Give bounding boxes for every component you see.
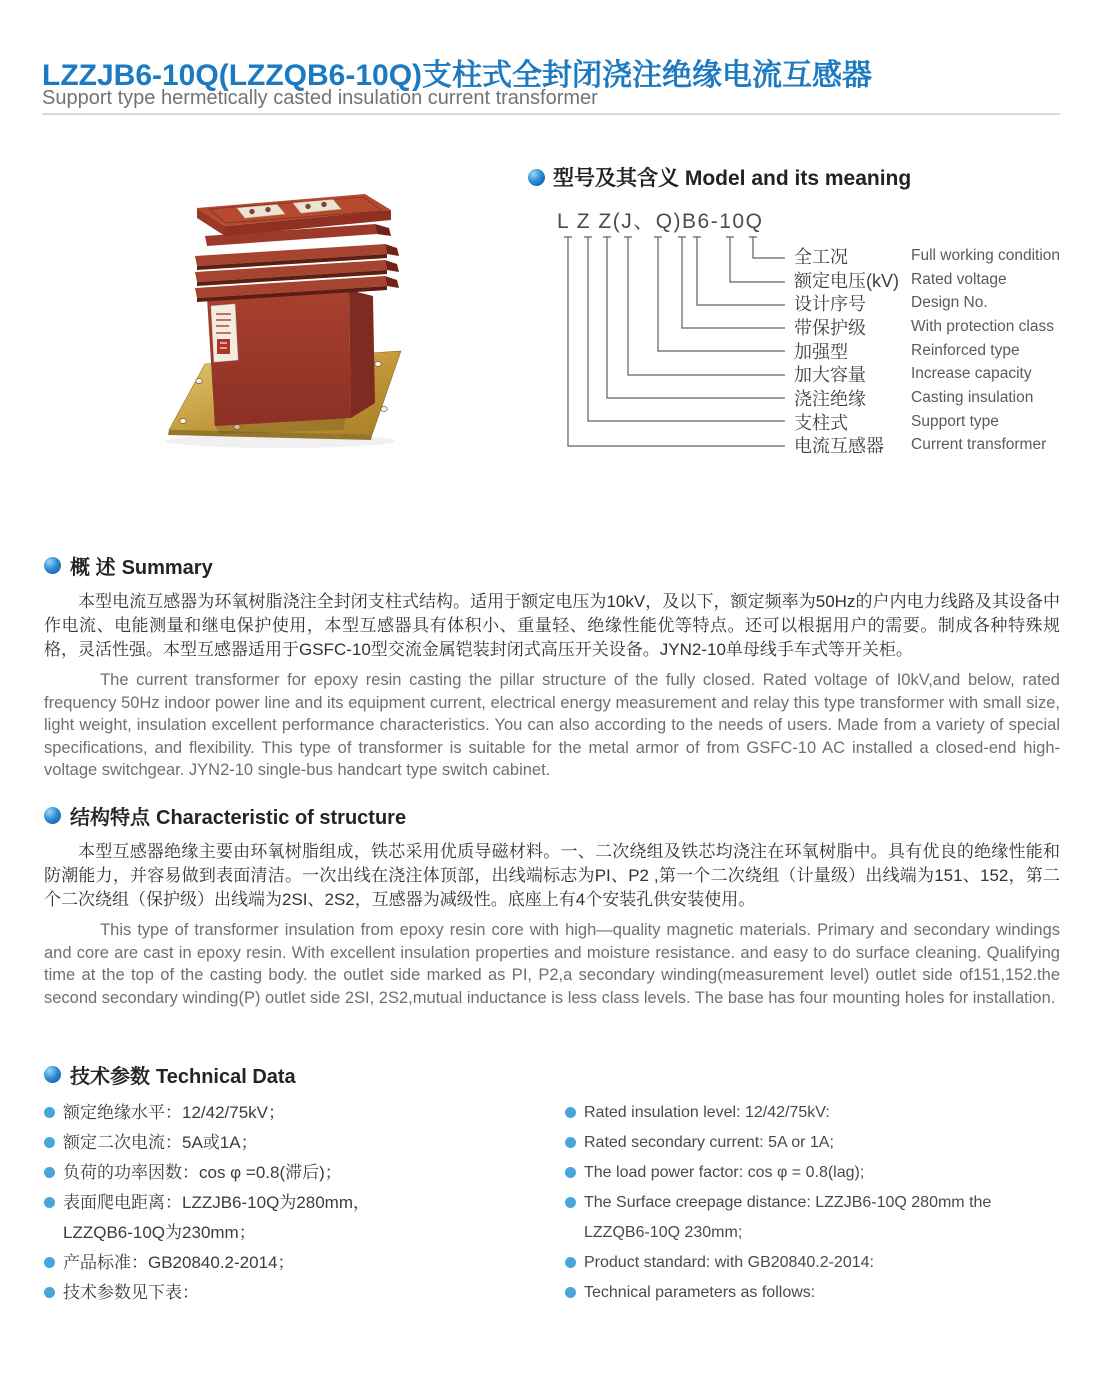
technical-item — [565, 1132, 1070, 1153]
model-code: L Z Z(J、Q)B6-10Q — [557, 210, 764, 233]
technical-item-text: 产品标准：GB20840.2-2014； — [63, 1253, 295, 1272]
model-label-cn: 支柱式 — [794, 412, 848, 433]
model-label-cn: 电流互感器 — [794, 436, 884, 457]
model-section-heading — [528, 162, 911, 192]
structure-heading-cn: 结构特点 — [70, 807, 150, 829]
model-labels-cn — [794, 244, 899, 457]
technical-item — [44, 1252, 549, 1273]
summary-heading-cn: 概 述 — [70, 557, 116, 579]
structure-heading — [44, 801, 1060, 830]
model-label-cn: 额定电压(kV) — [794, 270, 899, 291]
bullet-dot-icon — [565, 1287, 576, 1298]
technical-item-continuation — [565, 1222, 1070, 1243]
technical-item-text: 表面爬电距离：LZZJB6-10Q为280mm， — [63, 1193, 370, 1212]
technical-item-text: The load power factor: cos φ = 0.8(lag); — [584, 1164, 865, 1181]
bullet-dot-icon — [565, 1257, 576, 1268]
technical-item — [44, 1162, 549, 1183]
technical-heading-en: Technical Data — [156, 1066, 296, 1088]
technical-item-text: 技术参数见下表： — [63, 1283, 199, 1302]
model-label-en: Current transformer — [911, 436, 1047, 454]
technical-item-text: 负荷的功率因数：cos φ =0.8(滞后)； — [63, 1163, 342, 1182]
model-label-en: Increase capacity — [911, 365, 1032, 383]
top-cap — [197, 194, 391, 246]
summary-heading — [44, 551, 1060, 580]
bullet-dot-icon — [565, 1107, 576, 1118]
technical-item — [565, 1282, 1070, 1303]
page-subtitle: Support type hermetically casted insulation current transformer — [42, 87, 598, 109]
structure-section — [44, 801, 1060, 1009]
model-label-en: With protection class — [911, 317, 1054, 335]
technical-section — [44, 1060, 1074, 1312]
technical-item-text: LZZQB6-10Q 230mm; — [584, 1224, 743, 1241]
bullet-dot-icon — [565, 1197, 576, 1208]
model-label-en: Support type — [911, 412, 999, 430]
technical-heading-cn: 技术参数 — [70, 1066, 150, 1088]
transformer-body — [207, 290, 375, 434]
bullet-dot-icon — [44, 1197, 55, 1208]
model-label-en: Design No. — [911, 294, 988, 312]
technical-item-text: 额定二次电流：5A或1A； — [63, 1133, 258, 1152]
model-label-en: Casting insulation — [911, 388, 1034, 406]
model-label-cn: 加强型 — [794, 341, 848, 362]
technical-item — [565, 1162, 1070, 1183]
technical-item-text: LZZQB6-10Q为230mm； — [63, 1223, 256, 1242]
technical-item-text: Rated insulation level: 12/42/75kV: — [584, 1104, 830, 1121]
technical-item-text: Technical parameters as follows: — [584, 1284, 816, 1301]
technical-list-cn — [44, 1102, 549, 1312]
technical-item — [44, 1132, 549, 1153]
bullet-dot-icon — [565, 1167, 576, 1178]
model-label-cn: 带保护级 — [794, 317, 866, 338]
bullet-dot-icon — [44, 1167, 55, 1178]
summary-section — [44, 551, 1060, 782]
model-heading-en: Model and its meaning — [684, 167, 912, 190]
model-label-en: Full working condition — [911, 246, 1061, 264]
structure-heading-en: Characteristic of structure — [156, 807, 407, 829]
technical-item — [44, 1192, 549, 1213]
section-bullet-icon — [528, 169, 545, 186]
model-heading-cn: 型号及其含义 — [553, 167, 679, 190]
summary-heading-en: Summary — [121, 557, 213, 579]
model-labels-en — [911, 244, 1060, 457]
model-label-cn: 全工况 — [794, 246, 848, 267]
model-label-cn: 浇注绝缘 — [794, 388, 866, 409]
structure-paragraph-cn: 本型互感器绝缘主要由环氧树脂组成，铁芯采用优质导磁材料。一、二次绕组及铁芯均浇注在环氧树脂中。具有优良的绝缘性能和防潮能力，并容易做到表面清洁。一次出线在浇注体顶部，出线端标志为PI、P2 ,第一个二次绕组（计量级）出线端为151、152，第二个二次绕组（保护级）出线端为2SI、2S2，互感器为减级性。底座上有4个安装孔供安装使用。 — [44, 842, 1060, 909]
bullet-dot-icon — [44, 1107, 55, 1118]
structure-paragraph-en: This type of transformer insulation from epoxy resin core with high—quality magnetic materials. Primary and secondary windings and core are cast in epoxy resin. With excellent insulation properties and moisture resistance. and easy to do surface cleaning. Qualifying time at the top of the casting body. the outlet side marked as PI, P2,a secondary winding(measurement level) outlet side of151,152.the second secondary winding(P) outlet side 2SI, 2S2,mutual inductance is less class levels. The base has four mounting holes for installation. — [44, 921, 1060, 1007]
bullet-dot-icon — [44, 1137, 55, 1148]
model-label-cn: 加大容量 — [794, 365, 866, 386]
technical-item — [565, 1192, 1070, 1213]
technical-item — [44, 1282, 549, 1303]
page-title: LZZJB6-10Q(LZZQB6-10Q)支柱式全封闭浇注绝缘电流互感器 — [42, 59, 873, 92]
bullet-dot-icon — [44, 1257, 55, 1268]
technical-item-text: 额定绝缘水平：12/42/75kV； — [63, 1103, 286, 1122]
section-bullet-icon — [44, 1066, 61, 1083]
technical-item — [44, 1102, 549, 1123]
model-label-en: Rated voltage — [911, 270, 1007, 288]
summary-paragraph-cn: 本型电流互感器为环氧树脂浇注全封闭支柱式结构。适用于额定电压为10kV，及以下，额定频率为50Hz的户内电力线路及其设备中作电流、电能测量和继电保护使用，本型互感器具有体积小、重量轻、绝缘性能优等特点。还可以根据用户的需要。制成各种特殊规格，灵活性强。本型互感器适用于GSFC-10型交流金属铠装封闭式高压开关设备。JYN2-10单母线手车式等开关柜。 — [44, 592, 1060, 659]
cooling-fins — [195, 244, 399, 302]
model-label-cn: 设计序号 — [794, 294, 866, 315]
section-bullet-icon — [44, 557, 61, 574]
header-divider — [42, 113, 1060, 115]
model-label-en: Reinforced type — [911, 341, 1020, 359]
section-bullet-icon — [44, 807, 61, 824]
bullet-dot-icon — [44, 1287, 55, 1298]
technical-list-en — [565, 1102, 1070, 1312]
technical-item-text: Product standard: with GB20840.2-2014: — [584, 1254, 874, 1271]
summary-paragraph-en: The current transformer for epoxy resin casting the pillar structure of the fully closed. Rated voltage of I0kV,and below, rated frequency 50Hz indoor power line and its equipment current, electrical energy measurement and relay this type transformer with small size, light weight, insulation excellent performance characteristics. You can also according to the needs of users. Made from a variety of special specifications, and flexibility. This type of transformer is suitable for the metal armor of from GSFC-10 AC installed a closed-end high-voltage switchgear. JYN2-10 single-bus handcart type switch cabinet. — [44, 671, 1060, 780]
technical-item-text: The Surface creepage distance: LZZJB6-10Q 280mm the — [584, 1194, 992, 1211]
technical-heading — [44, 1060, 1074, 1089]
technical-item — [565, 1102, 1070, 1123]
technical-item-text: Rated secondary current: 5A or 1A; — [584, 1134, 834, 1151]
technical-item — [565, 1252, 1070, 1273]
product-photo — [135, 178, 455, 463]
technical-item-continuation — [44, 1222, 549, 1243]
bullet-dot-icon — [565, 1137, 576, 1148]
